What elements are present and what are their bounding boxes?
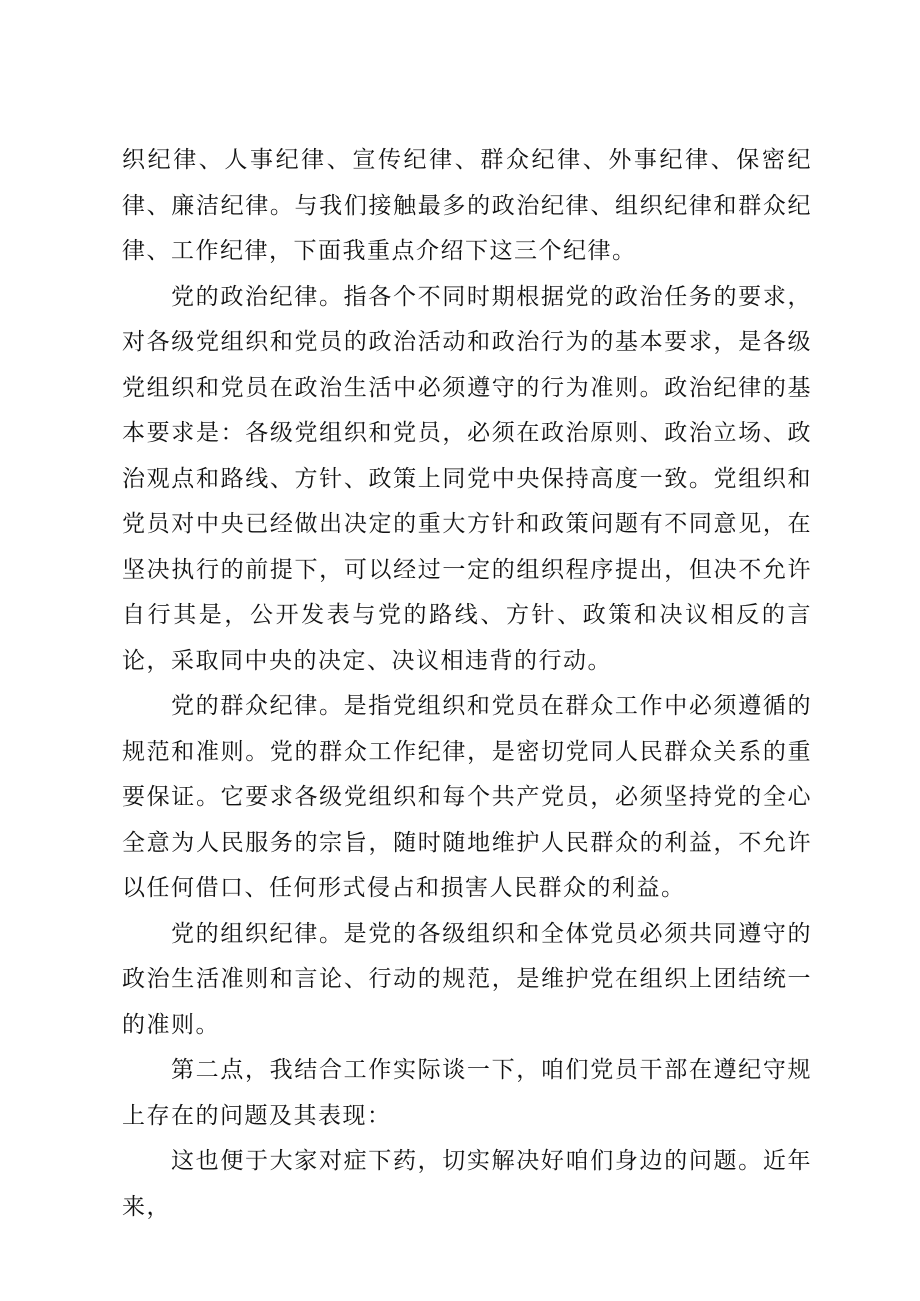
paragraph-mass-discipline: 党的群众纪律。是指党组织和党员在群众工作中必须遵循的规范和准则。党的群众工作纪律，是密切党同人民群众关系的重要保证。它要求各级党组织和每个共产党员，必须坚持党的全心全意为人民服务的宗旨，随时随地维护人民群众的利益，不允许以任何借口、任何形式侵占和损害人民群众的利益。 <box>122 693 812 901</box>
paragraph-political-discipline: 党的政治纪律。指各个不同时期根据党的政治任务的要求，对各级党组织和党员的政治活动和政治行为的基本要求，是各级党组织和党员在政治生活中必须遵守的行为准则。政治纪律的基本要求是：各级党组织和党员，必须在政治原则、政治立场、政治观点和路线、方针、政策上同党中央保持高度一致。党组织和党员对中央已经做出决定的重大方针和政策问题有不同意见，在坚决执行的前提下，可以经过一定的组织程序提出，但决不允许自行其是，公开发表与党的路线、方针、政策和决议相反的言论，采取同中央的决定、决议相违背的行动。 <box>122 283 812 674</box>
paragraph-organizational-discipline: 党的组织纪律。是党的各级组织和全体党员必须共同遵守的政治生活准则和言论、行动的规范，是维护党在组织上团结统一的准则。 <box>122 920 812 1038</box>
paragraph-closing: 这也便于大家对症下药，切实解决好咱们身边的问题。近年来， <box>122 1148 812 1220</box>
document-body <box>122 138 812 1230</box>
paragraph-discipline-list: 织纪律、人事纪律、宣传纪律、群众纪律、外事纪律、保密纪律、廉洁纪律。与我们接触最多的政治纪律、组织纪律和群众纪律、工作纪律，下面我重点介绍下这三个纪律。 <box>122 147 812 264</box>
paragraph-second-point: 第二点，我结合工作实际谈一下，咱们党员干部在遵纪守规上存在的问题及其表现： <box>122 1057 812 1129</box>
